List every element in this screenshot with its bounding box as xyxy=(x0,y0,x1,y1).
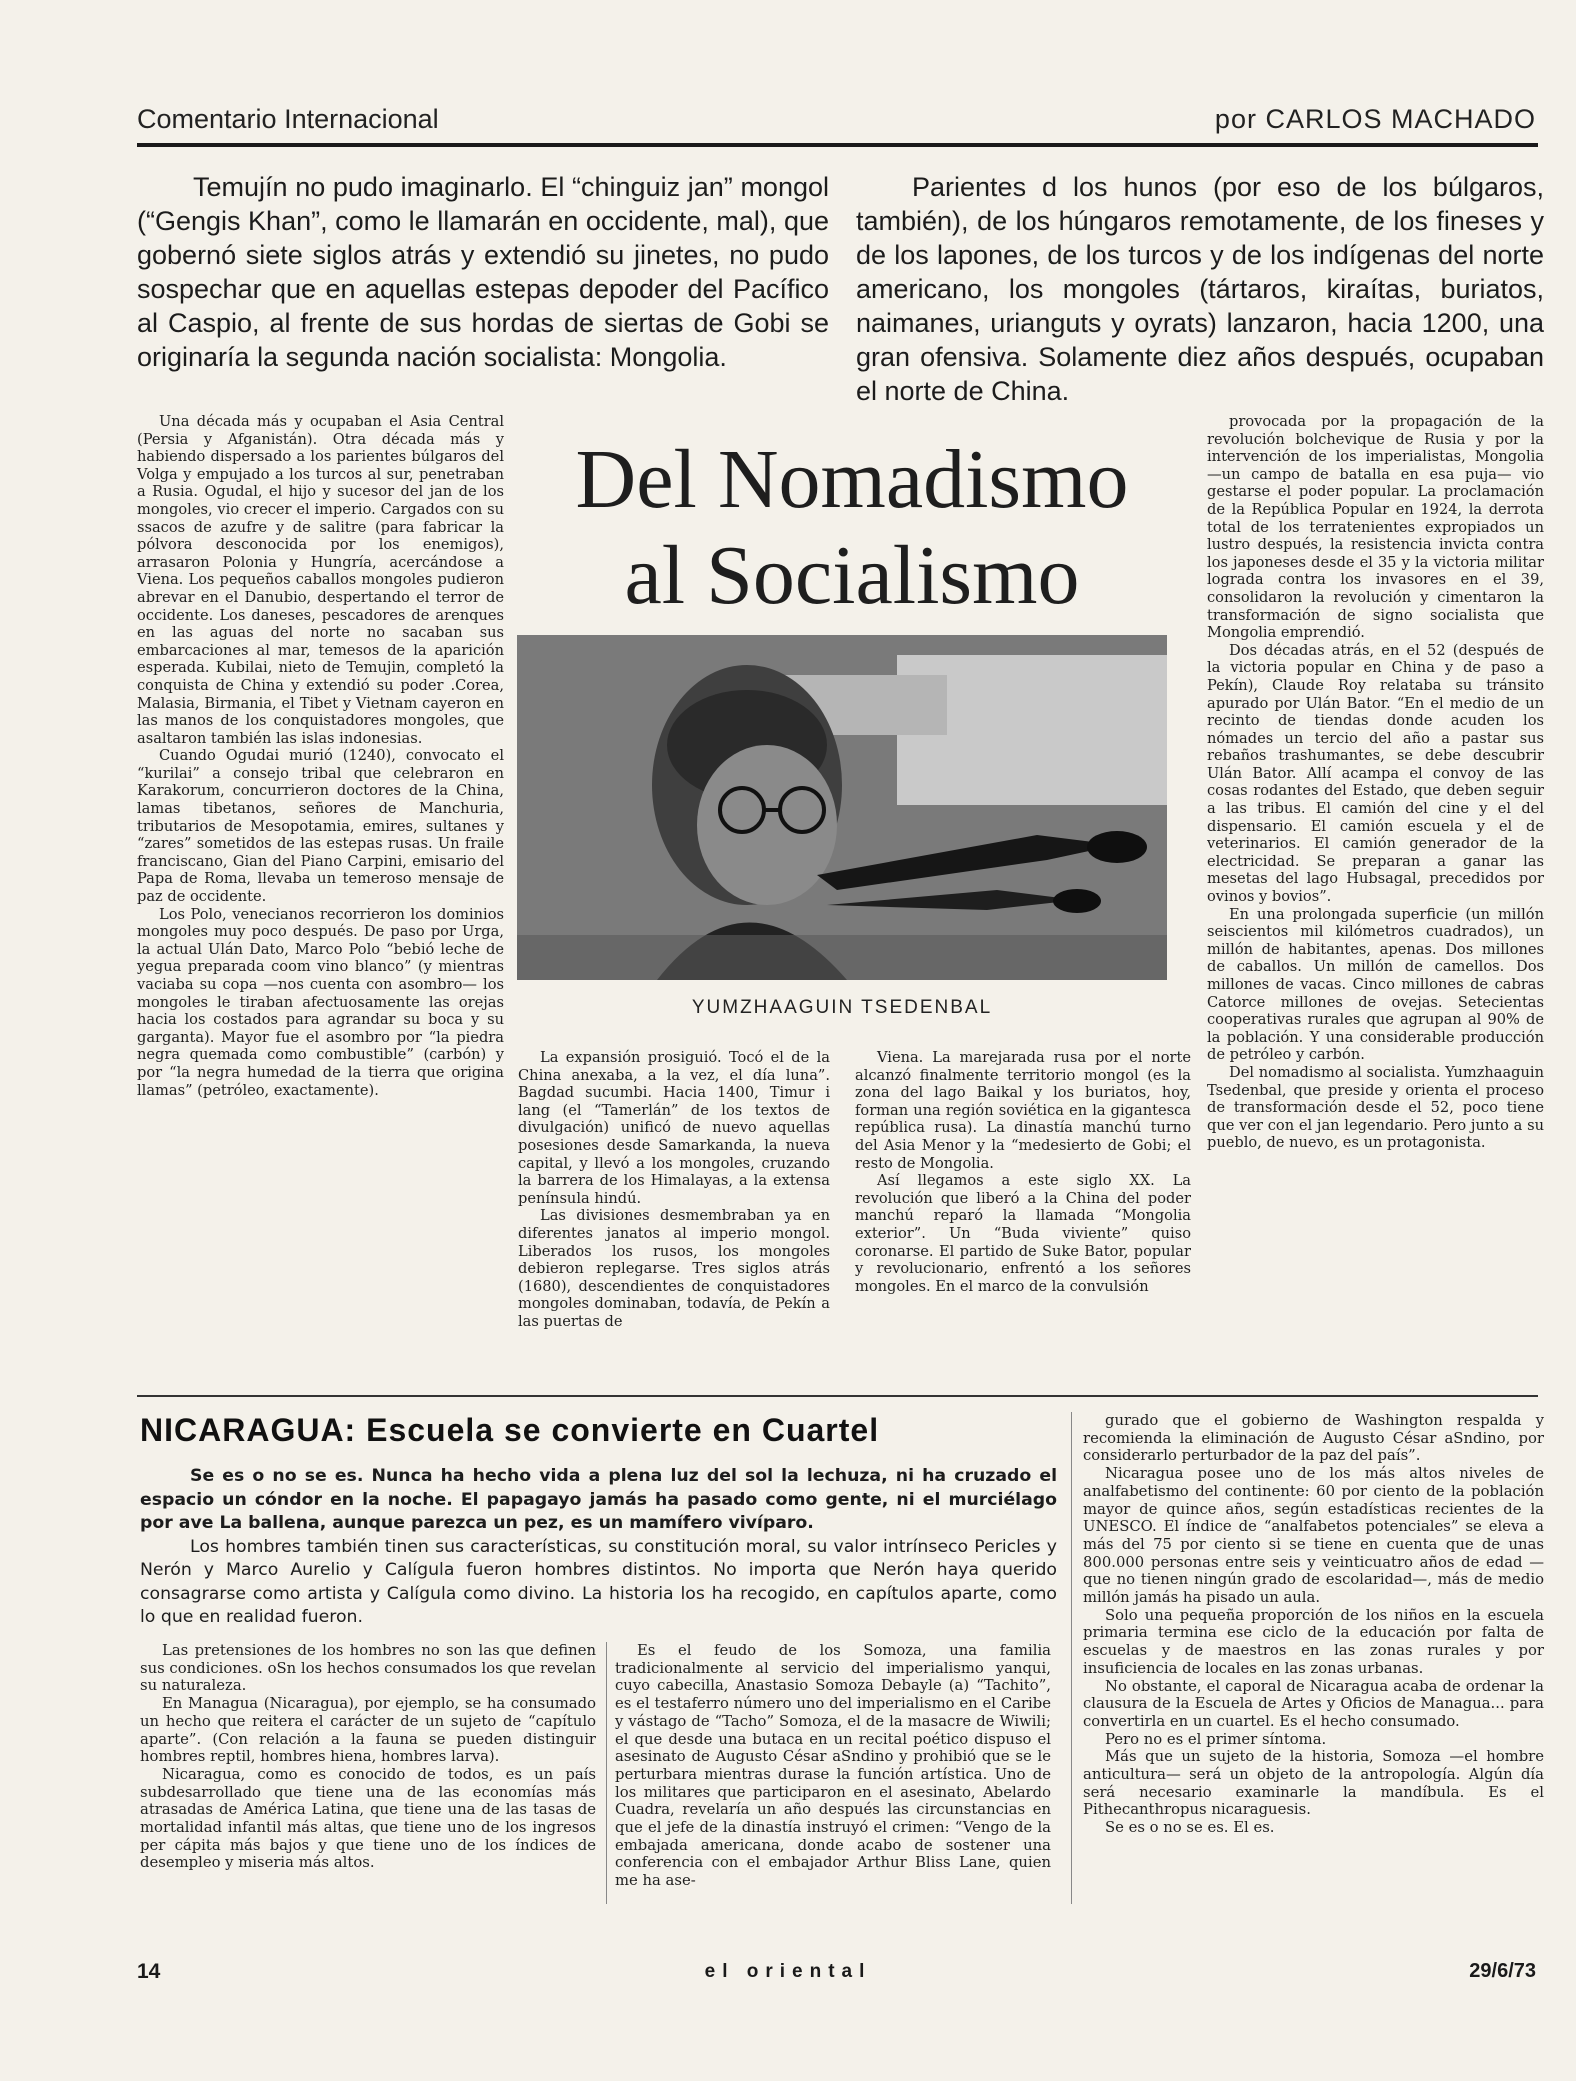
paragraph: Cuando Ogudai murió (1240), convocato el “kurilai” a consejo tribal que celebraron en Karakorum, concurrieron doctores de la China, lamas tibetanos, señores de Manchuria, tributarios de Mesopotamia, emires, sultanes y “zares” sometidos de las estepas rusas. Un fraile franciscano, Gian del Piano Carpini, emisario del Papa de Roma, llevaba un temeroso mensaje de paz de occidente. xyxy=(137,747,504,906)
photo-image xyxy=(517,635,1167,980)
paragraph: Dos décadas atrás, en el 52 (después de la victoria popular en China y de paso a Pekín), Claude Roy relataba su tránsito apurado por Ulán Bator. “En el medio de un recinto de tiendas donde acuden los nómades un tercio del año a pastar sus rebaños trashumantes, se debe descubrir Ulán Bator. Allí acampa el convoy de las cosas rodantes del Estado, que deben seguir a las tribus. El camión del cine y el del dispensario. El camión escuela y el de veterinarios. El camión generador de la electricidad. Se preparan a ganar las mesetas del lago Hubsagal, precedidos por ovinos y bovios”. xyxy=(1207,641,1544,906)
paragraph: Las pretensiones de los hombres no son las que definen sus condiciones. oSn los hechos consumados los que revelan su naturaleza. xyxy=(140,1642,596,1695)
paragraph: Los Polo, venecianos recorrieron los dominios mongoles muy poco después. De paso por Urga, la actual Ulán Dato, Marco Polo “bebió leche de yegua preparada coom vino blanco” (y mientras vaciaba su copa —nos cuenta con asombro— los mongoles le tiraban afectuosamente las orejas hacia los costados para agrandar su boca y su garganta). Mayor fue el asombro por “la piedra negra quemada como combustible” (carbón) y por “la negra humedad de la tierra que origina llamas” (petróleo, exactamente). xyxy=(137,905,504,1099)
paragraph: Más que un sujeto de la historia, Somoza —el hombre anticultura— será un objeto de la antropología. Algún día será necesario examinarle la mandíbula. Es el Pithecanthropus nicaraguesis. xyxy=(1083,1748,1544,1819)
article-column-4 xyxy=(1207,413,1544,1152)
paragraph: Las divisiones desmembraban ya en diferentes janatos al imperio mongol. Liberados los rusos, los mongoles debieron replegarse. Tres siglos atrás (1680), descendientes de conquistadores mongoles dominaban, todavía, de Pekín a las puertas de xyxy=(518,1207,830,1330)
article-column-3 xyxy=(855,1049,1191,1295)
paragraph: Pero no es el primer síntoma. xyxy=(1105,1730,1327,1748)
paragraph: Del nomadismo al socialista. Yumzhaaguin Tsedenbal, que preside y orienta el proceso de transformación desde el 52, poco tiene que ver con el jan legendario. Pero junto a su pueblo, de nuevo, es un protagonista. xyxy=(1207,1063,1544,1152)
section-title: Comentario Internacional xyxy=(137,104,439,134)
paragraph: Es el feudo de los Somoza, una familia tradicionalmente al servicio del imperialismo yanqui, cuyo cabecilla, Anastasio Somoza Debayle (a) “Tachito”, es el testaferro número uno del imperialismo en el Caribe y vástago de “Tacho” Somoza, el de la masacre de Wiwili; el que desde una butaca en un recital poético dispuso el asesinato de Augusto César aSndino y prohibió que se le perturbara mientras durase la función artística. Uno de los militares que participaron en el asesinato, Abelardo Cuadra, revelaría un año después las circunstancias en que el jefe de la dinastía instruyó el crimen: “Vengo de la embajada americana, donde acabo de sostener una conferencia con el embajador Arthur Bliss Lane, quien me ha ase- xyxy=(615,1642,1051,1890)
paragraph: provocada por la propagación de la revolución bolchevique de Rusia y por la intervención de los imperialistas, Mongolia —un campo de batalla en esa puja— vio gestarse el poder popular. La proclamación de la República Popular en 1924, la derrota total de los terratenientes expropiados un lustro después, la resistencia invicta contra los japoneses desde el 35 y la victoria militar lograda contra los invasores en el 39, consolidaron la revolución y cimentaron la transformación de signo socialista que Mongolia emprendió. xyxy=(1207,413,1544,642)
paragraph: Así llegamos a este siglo XX. La revolución que liberó a la China del poder manchú reparó la llamada “Mongolia exterior”. Un “Buda viviente” quiso coronarse. El partido de Suke Bator, popular y revolucionario, enfrentó a los señores mongoles. En el marco de la convulsión xyxy=(855,1172,1191,1295)
paragraph: En Managua (Nicaragua), por ejemplo, se ha consumado un hecho que reitera el carácter de un sujeto de “capítulo aparte”. (Con relación a la fauna se pueden distinguir hombres reptil, hombres hiena, hombres larva). xyxy=(140,1695,596,1766)
photo-caption: YUMZHAAGUIN TSEDENBAL xyxy=(691,997,993,1018)
nicaragua-intro xyxy=(140,1465,1057,1630)
nicaragua-column-2 xyxy=(615,1642,1051,1890)
article-headline xyxy=(520,432,1184,624)
paragraph: La expansión prosiguió. Tocó el de la China anexaba, a la vez, el día luna”. Bagdad sucumbi. Hacia 1400, Timur i lang (el “Tamerlán” de los textos de divulgación) unificó de nuevo aquellas posesiones desde Samarkanda, la nueva capital, y llevó a los mongoles, cruzando la barrera de los Himalayas, a la extensa península hindú. xyxy=(518,1049,830,1207)
paragraph: Se es o no se es. El es. xyxy=(1105,1819,1275,1837)
article-column-2 xyxy=(518,1049,830,1331)
issue-date: 29/6/73 xyxy=(1469,1960,1536,1982)
masthead: el oriental xyxy=(704,1961,872,1982)
byline: por CARLOS MACHADO xyxy=(1214,104,1536,134)
headline-line-1: Del Nomadismo xyxy=(575,433,1129,526)
paragraph: Una década más y ocupaban el Asia Central (Persia y Afganistán). Otra década más y habiendo dispersado a los parientes búlgaros del Volga y empujado a los turcos al sur, penetraban a Rusia. Ogudal, el hijo y sucesor del jan de los mongoles, vio crecer el imperio. Cargados con su ssacos de azufre y de salitre (para fabricar la pólvora desconocida por los enemigos), arrasaron Polonia y Hungría, acercándose a Viena. Los pequeños caballos mongoles pudieron abrevar en el Danubio, despertando el terror de occidente. Los daneses, pescadores de arenques en las aguas del norte no sacaban sus embarcaciones al mar, temesos de la aparición esperada. Kubilai, nieto de Temujin, completó la conquista de China y extendió su poder .Corea, Malasia, Birmania, el Tibet y Vietnam cayeron en las manos de los conquistadores mongoles, que asaltaron también las islas indonesias. xyxy=(137,413,504,747)
intro-right-text: Parientes d los hunos (por eso de los búlgaros, también), de los húngaros remotamente, de los fineses y de los lapones, de los turcos y de los indígenas del norte americano, los mongoles (tártaros, kiraítas, buriatos, naimanes, urianguts y oyrats) lanzaron, hacia 1200, una gran ofensiva. Solamente diez años después, ocupaban el norte de China. xyxy=(856,172,1544,406)
header-rule xyxy=(137,143,1538,147)
intro-left-text: Temujín no pudo imaginarlo. El “chinguiz jan” mongol (“Gengis Khan”, como le llamarán en occidente, mal), que gobernó siete siglos atrás y extendió su jinetes, no pudo sospechar que en aquellas estepas depoder del Pacífico al Caspio, al frente de sus hordas de siertas de Gobi se originaría la segunda nación socialista: Mongolia. xyxy=(137,172,829,372)
nicaragua-column-3 xyxy=(1083,1412,1544,1837)
intro-left-paragraph xyxy=(137,170,829,374)
intro-right-paragraph xyxy=(856,170,1544,408)
paragraph: Los hombres también tinen sus características, su constitución moral, su valor intrínseco Pericles y Nerón y Marco Aurelio y Calígula fueron hombres distintos. No importa que Nerón haya querido consagrarse como artista y Calígula como divino. La historia los ha recogido, en capítulos aparte, como lo que en realidad fueron. xyxy=(140,1536,1057,1627)
column-divider xyxy=(1071,1412,1072,1904)
page-number: 14 xyxy=(137,1960,161,1983)
paragraph: Nicaragua, como es conocido de todos, es un país subdesarrollado que tiene una de las economías más atrasadas de América Latina, que tiene una de las tasas de mortalidad infantil más altas, que tiene uno de los ingresos per cápita más bajos y que tiene uno de los índices de desempleo y miseria más altos. xyxy=(140,1765,596,1872)
paragraph: Viena. La marejarada rusa por el norte alcanzó finalmente territorio mongol (es la zona del lago Baikal y los buriatos, hoy, forman una región soviética en la gigantesca república rusa). La dinastía manchú turno del Asia Menor y la “medesierto de Gobi; el resto de Mongolia. xyxy=(855,1049,1191,1172)
nicaragua-column-1 xyxy=(140,1642,596,1872)
column-divider xyxy=(606,1642,607,1904)
paragraph: Se es o no se es. Nunca ha hecho vida a plena luz del sol la lechuza, ni ha cruzado el espacio un cóndor en la noche. El papagayo jamás ha pasado como gente, ni el murciélago por ave La ballena, aunque parezca un pez, es un mamífero vivíparo. xyxy=(140,1466,1057,1533)
paragraph: En una prolongada superficie (un millón seiscientos mil kilómetros cuadrados), un millón de habitantes, apenas. Dos millones de caballos. Un millón de camellos. Dos millones de vacas. Cinco millones de cabras Catorce millones de ovejas. Setecientas cooperativas rurales que agrupan al 90% de la población. Y una considerable producción de petróleo y carbón. xyxy=(1207,905,1544,1064)
section-divider xyxy=(137,1395,1538,1397)
nicaragua-headline: NICARAGUA: Escuela se convierte en Cuartel xyxy=(140,1412,880,1448)
article-column-1 xyxy=(137,413,504,1099)
portrait-photo xyxy=(517,635,1167,980)
paragraph: gurado que el gobierno de Washington respalda y recomienda la eliminación de Augusto César aSndino, por considerarlo perturbador de la paz del país”. xyxy=(1083,1412,1544,1465)
paragraph: Nicaragua posee uno de los más altos niveles de analfabetismo del continente: 60 por ciento de la población mayor de quince años, según estadísticas recientes de la UNESCO. El índice de “analfabetos potenciales” se eleva a más del 75 por ciento si se tiene en cuenta que de unas 800.000 personas entre seis y veinticuatro años de edad —que no tienen ningún grado de escolaridad—, más de medio millón jamás ha pisado un aula. xyxy=(1083,1465,1544,1607)
headline-line-2: al Socialismo xyxy=(624,529,1080,622)
paragraph: Solo una pequeña proporción de los niños en la escuela primaria termina ese ciclo de la educación por falta de escuelas y de maestros en las zonas rurales y por insuficiencia de locales en las zonas urbanas. xyxy=(1083,1606,1544,1677)
paragraph: No obstante, el caporal de Nicaragua acaba de ordenar la clausura de la Escuela de Artes y Oficios de Managua... para convertirla en un cuartel. Es el hecho consumado. xyxy=(1083,1677,1544,1730)
